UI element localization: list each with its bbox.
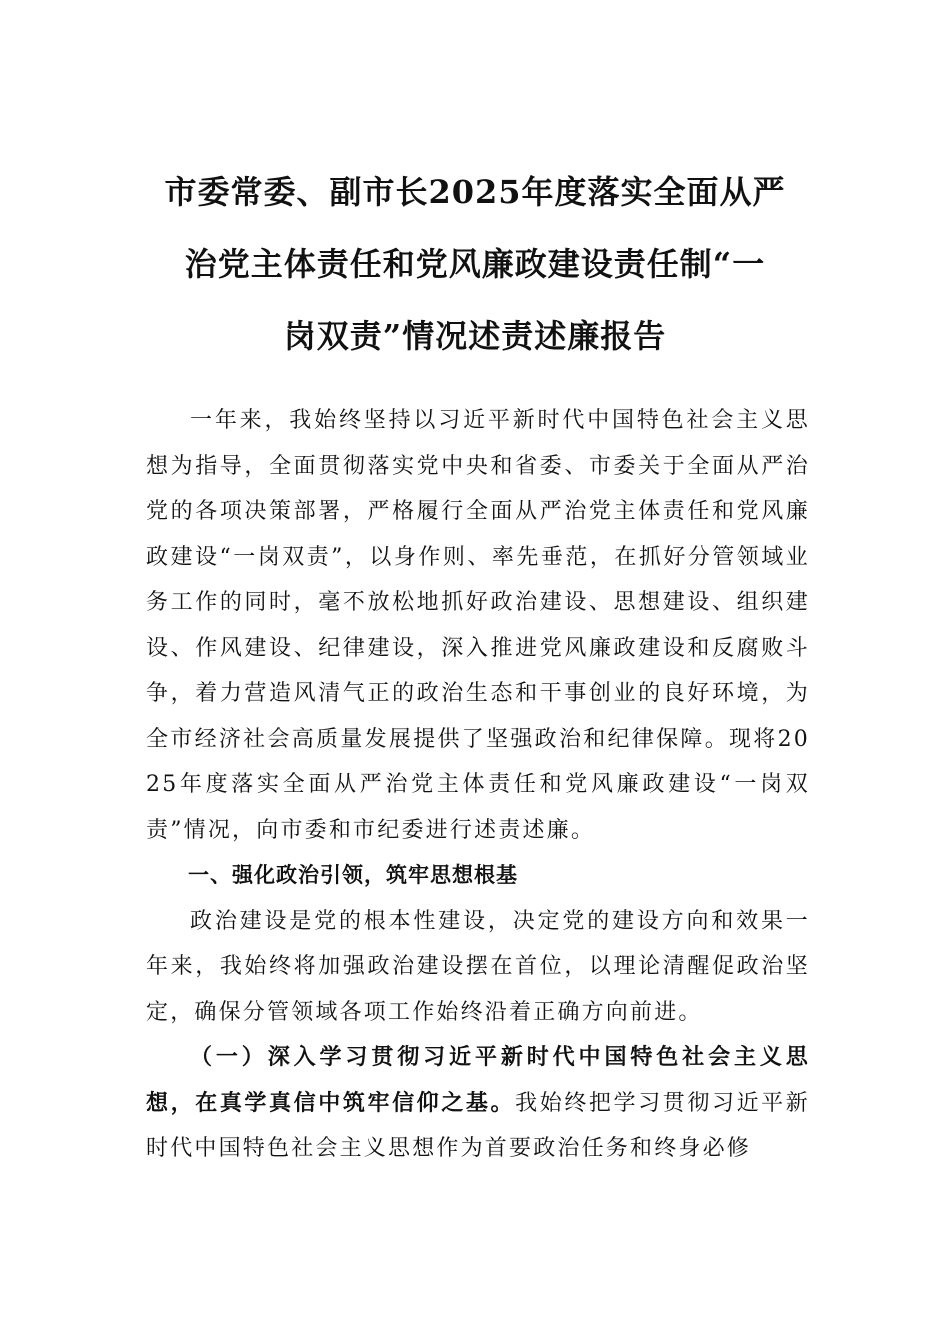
title-line-1: 市委常委、副市长2025年度落实全面从严: [164, 173, 786, 211]
title-line-2: 治党主体责任和党风廉政建设责任制“一: [184, 245, 766, 283]
subsection-1-lead: （一）深入学习贯彻习近平新时代中国特色社会主义思想，在真学真信中筑牢信仰之基。: [146, 1044, 810, 1116]
intro-paragraph: 一年来，我始终坚持以习近平新时代中国特色社会主义思想为指导，全面贯彻落实党中央和省委、市委关于全面从严治党的各项决策部署，严格履行全面从严治党主体责任和党风廉政建设“一岗双责”，以身作则、率先垂范，在抓好分管领域业务工作的同时，毫不放松地抓好政治建设、思想建设、组织建设、作风建设、纪律建设，深入推进党风廉政建设和反腐败斗争，着力营造风清气正的政治生态和干事创业的良好环境，为全市经济社会高质量发展提供了坚强政治和纪律保障。现将2025年度落实全面从严治党主体责任和党风廉政建设“一岗双责”情况，向市委和市纪委进行述责述廉。: [146, 408, 810, 843]
document-title: [140, 156, 810, 372]
section-heading-1: 一、强化政治引领，筑牢思想根基: [188, 863, 518, 887]
title-line-3: 岗双责”情况述责述廉报告: [283, 317, 667, 355]
section-1-paragraph: 政治建设是党的根本性建设，决定党的建设方向和效果一年来，我始终将加强政治建设摆在首位，以理论清醒促政治坚定，确保分管领域各项工作始终沿着正确方向前进。: [146, 908, 810, 1025]
subsection-1-text: 我始终把学习贯彻习近平新时代中国特色社会主义思想作为首要政治任务和终身必修: [146, 1090, 810, 1161]
document-body: [146, 398, 810, 1172]
subsection-1-paragraph: [146, 1035, 810, 1172]
